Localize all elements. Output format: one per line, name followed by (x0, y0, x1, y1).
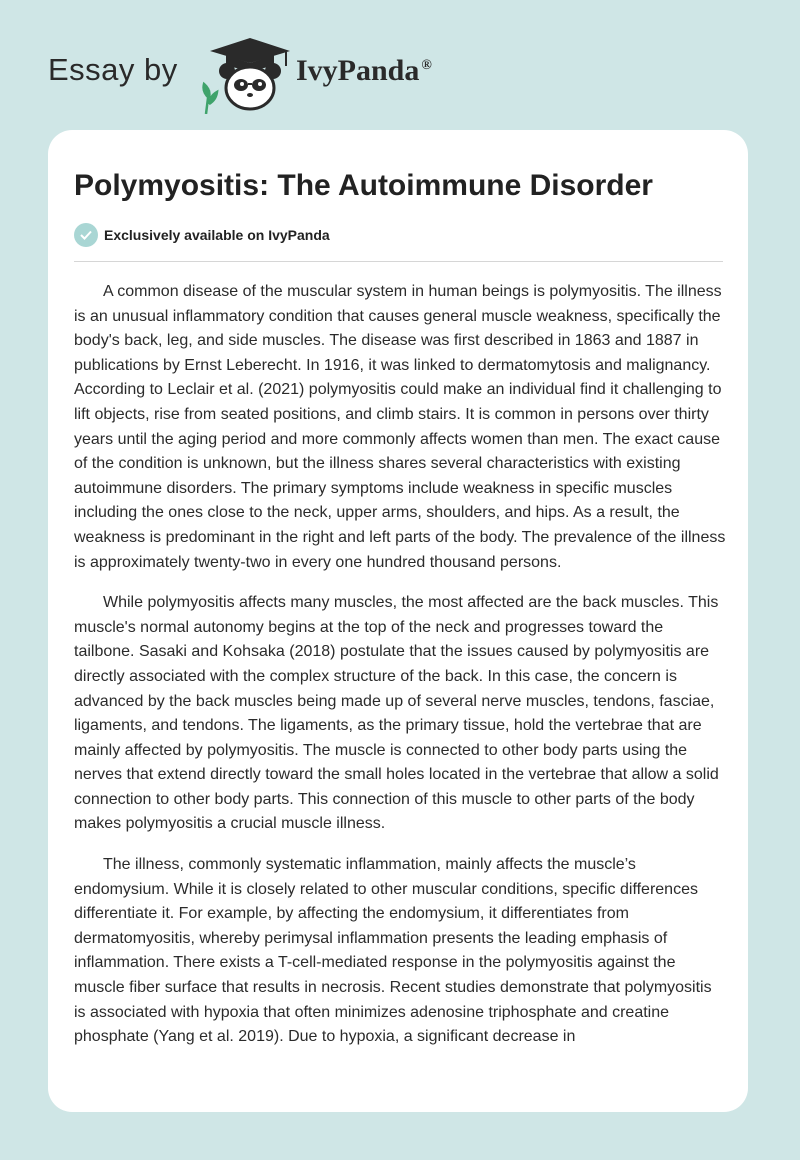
panda-graduate-logo[interactable] (200, 34, 300, 114)
paragraph: While polymyositis affects many muscles, the most affected are the back muscles. This muscle's normal autonomy begins at the top of the neck and progresses toward the tailbone. Sasaki and Kohsaka (2018) postulate that the issues caused by polymyositis are directly associated with the complex structure of the back. In this case, the concern is advanced by the back muscles being made up of several nerve muscles, tendons, fasciae, ligaments, and tendons. The ligaments, as the primary tissue, hold the vertebrae that are mainly affected by polymyositis. The muscle is connected to other body parts using the nerves that extend directly toward the small holes located in the vertebrae that allow a solid connection to other body parts. This connection of this muscle to other parts of the body makes polymyositis a crucial muscle illness. (74, 594, 719, 833)
page-title: Polymyositis: The Autoimmune Disorder (74, 169, 653, 202)
brand-name[interactable]: IvyPanda ® (296, 54, 432, 87)
divider (74, 261, 723, 262)
site-header (48, 34, 748, 114)
essay-card (48, 130, 748, 1112)
brand-prefix: Essay by (48, 52, 178, 87)
paragraph: The illness, commonly systematic inflammation, mainly affects the muscle’s endomysium. While it is closely related to other muscular conditions, specific differences differentiate it. For example, by affecting the endomysium, it differentiates from dermatomyositis, whereby perimysal inflammation presents the leading emphasis of inflammation. There exists a T-cell-mediated response in the polymyositis against the muscle fiber surface that results in necrosis. Recent studies demonstrate that polymyositis is associated with hypoxia that often minimizes adenosine triphosphate and creatine phosphate (Yang et al. 2019). Due to hypoxia, a significant decrease in (74, 856, 712, 1046)
mortarboard-top (210, 38, 290, 63)
essay-body (74, 280, 726, 1066)
check-circle-icon (74, 223, 98, 247)
exclusive-badge (74, 222, 330, 248)
exclusive-label: Exclusively available on IvyPanda (104, 227, 330, 243)
panda-face (226, 67, 274, 109)
bamboo-leaf (204, 84, 217, 114)
registered-mark: ® (421, 58, 432, 73)
panda-nose (247, 93, 253, 97)
paragraph: A common disease of the muscular system in human beings is polymyositis. The illness is an unusual inflammatory condition that causes general muscle weakness, specifically the body's back, leg, and side muscles. The disease was first described in 1863 and 1887 in publications by Ernst Leberecht. In 1916, it was linked to dermatomytosis and malignancy. According to Leclair et al. (2021) polymyositis could make an individual find it challenging to lift objects, rise from seated positions, and climb stairs. It is common in persons over thirty years until the aging period and more commonly affects women than men. The exact cause of the condition is unknown, but the illness shares several characteristics with existing autoimmune disorders. The primary symptoms include weakness in specific muscles including the ones close to the neck, upper arms, shoulders, and hips. As a result, the weakness is predominant in the right and left parts of the body. The prevalence of the illness is approximately twenty-two in every one hundred thousand persons. (74, 283, 726, 571)
